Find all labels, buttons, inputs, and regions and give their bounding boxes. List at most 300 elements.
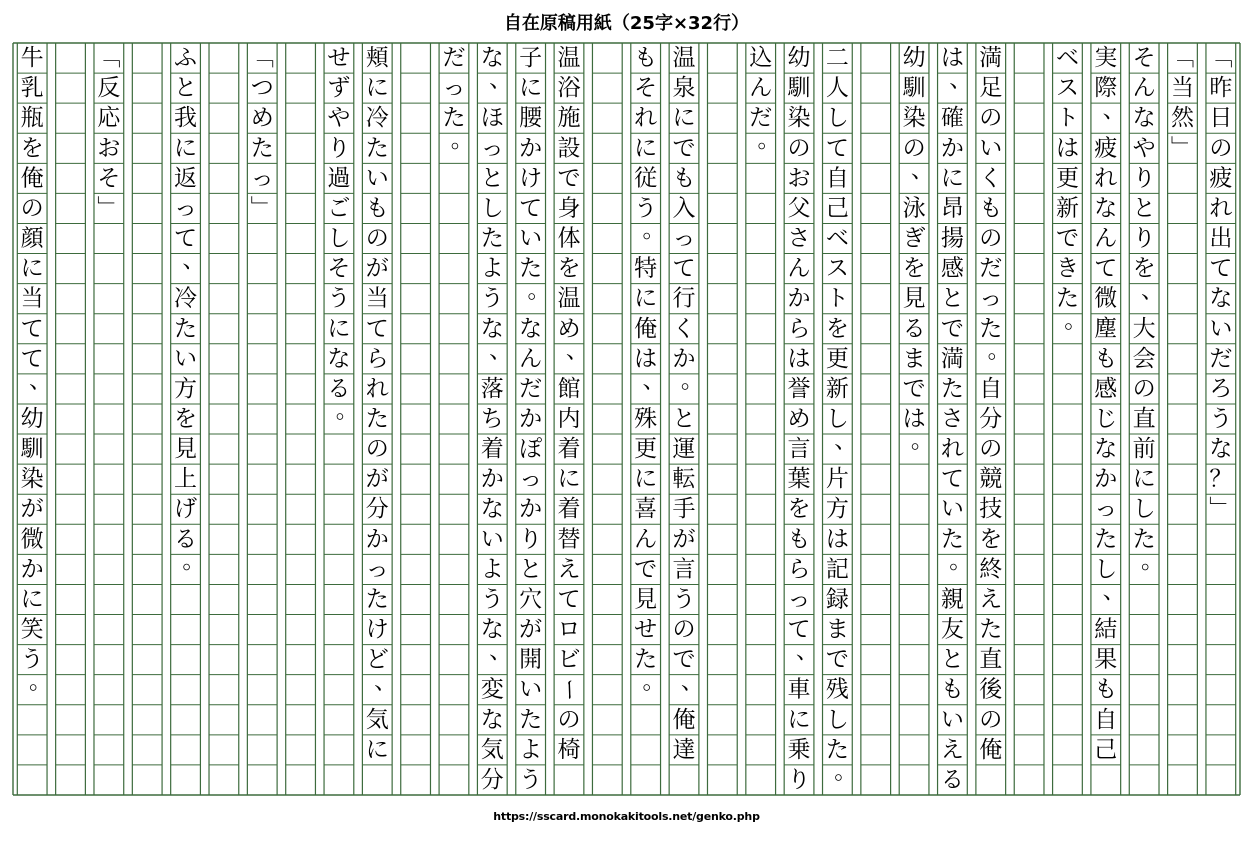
- grid-char: た: [940, 526, 964, 553]
- grid-char: と: [519, 556, 543, 583]
- grid-char: い: [1209, 315, 1233, 342]
- grid-char: ん: [787, 255, 811, 282]
- grid-char: た: [1055, 285, 1079, 312]
- grid-char: い: [174, 345, 198, 372]
- grid-char: か: [519, 496, 543, 523]
- grid-char: か: [20, 556, 44, 583]
- grid-char: だ: [979, 255, 1003, 282]
- grid-char: も: [1094, 345, 1118, 372]
- grid-char: 当: [20, 285, 44, 312]
- grid-char: 、: [29, 367, 53, 394]
- grid-char: ﹁: [97, 45, 121, 72]
- grid-char: ス: [825, 255, 849, 282]
- grid-char: っ: [672, 225, 696, 252]
- grid-char: い: [480, 526, 504, 553]
- grid-char: 幼: [20, 406, 44, 432]
- grid-char: ト: [1055, 105, 1079, 132]
- grid-char: 俺: [979, 736, 1003, 763]
- grid-char: 実: [1094, 45, 1118, 72]
- grid-char: 更: [634, 436, 658, 463]
- grid-char: も: [940, 676, 964, 703]
- grid-char: 。: [642, 217, 666, 244]
- grid-char: 自: [1094, 706, 1118, 733]
- grid-char: れ: [1094, 165, 1118, 192]
- grid-char: 喜: [634, 496, 658, 523]
- grid-char: で: [557, 165, 581, 192]
- grid-char: 幼: [787, 45, 811, 72]
- grid-char: に: [365, 736, 389, 763]
- grid-char: 。: [335, 397, 359, 424]
- grid-char: 腰: [519, 105, 543, 132]
- grid-char: 際: [1094, 75, 1118, 102]
- grid-char: な: [519, 315, 543, 342]
- grid-char: な: [1094, 195, 1118, 222]
- grid-char: 浴: [557, 75, 581, 102]
- grid-char: け: [365, 616, 389, 643]
- grid-char: に: [519, 75, 543, 102]
- grid-char: 大: [1132, 315, 1156, 342]
- grid-char: 瓶: [20, 105, 44, 132]
- grid-char: う: [480, 285, 504, 312]
- grid-char: も: [1094, 676, 1118, 703]
- grid-char: 言: [787, 436, 811, 463]
- grid-char: 見: [634, 586, 658, 613]
- grid-char: し: [825, 406, 849, 432]
- grid-char: し: [1094, 556, 1118, 583]
- grid-char: や: [327, 105, 351, 132]
- grid-char: 温: [672, 45, 696, 72]
- grid-char: 乗: [787, 736, 811, 763]
- grid-char: た: [480, 225, 504, 252]
- grid-char: ﹂: [1170, 135, 1194, 162]
- grid-char: 残: [825, 676, 849, 703]
- grid-char: い: [519, 225, 543, 252]
- grid-char: 従: [634, 165, 658, 192]
- grid-char: 、: [834, 427, 858, 454]
- grid-char: え: [979, 586, 1003, 613]
- grid-char: の: [1209, 135, 1233, 162]
- grid-char: る: [327, 375, 351, 402]
- grid-char: さ: [787, 225, 811, 252]
- grid-char: た: [519, 706, 543, 733]
- grid-char: 方: [825, 496, 849, 523]
- grid-char: 葉: [787, 466, 811, 493]
- grid-char: 会: [1132, 345, 1156, 372]
- grid-char: め: [787, 406, 811, 432]
- grid-char: ら: [365, 345, 389, 372]
- grid-char: 更: [825, 345, 849, 372]
- grid-char: て: [940, 466, 964, 493]
- grid-char: 、: [489, 638, 513, 665]
- grid-char: な: [327, 345, 351, 372]
- grid-char: 泳: [902, 195, 926, 222]
- grid-char: そ: [634, 75, 658, 102]
- grid-char: 父: [787, 195, 811, 222]
- grid-char: っ: [442, 75, 466, 102]
- grid-char: ち: [480, 406, 504, 432]
- grid-char: 気: [365, 706, 389, 733]
- grid-char: 分: [979, 406, 1003, 432]
- grid-char: 後: [979, 676, 1003, 703]
- grid-char: が: [519, 616, 543, 643]
- grid-char: 頬: [365, 45, 389, 72]
- grid-char: 身: [557, 195, 581, 222]
- grid-char: も: [979, 195, 1003, 222]
- grid-char: そ: [327, 255, 351, 282]
- grid-char: た: [442, 105, 466, 132]
- grid-char: 記: [825, 556, 849, 583]
- grid-char: の: [787, 135, 811, 162]
- grid-char: 我: [174, 105, 198, 132]
- grid-char: り: [1132, 165, 1156, 192]
- grid-char: る: [174, 526, 198, 553]
- grid-char: 幼: [902, 45, 926, 72]
- grid-char: 昂: [940, 195, 964, 222]
- grid-char: 入: [672, 195, 696, 222]
- grid-char: が: [365, 255, 389, 282]
- grid-char: の: [902, 135, 926, 162]
- grid-char: ビ: [557, 646, 581, 673]
- grid-char: っ: [365, 556, 389, 583]
- grid-char: 、: [949, 66, 973, 93]
- grid-char: し: [825, 706, 849, 733]
- grid-char: な: [1132, 105, 1156, 132]
- grid-char: に: [634, 135, 658, 162]
- grid-char: 方: [174, 375, 198, 402]
- grid-char: ほ: [480, 105, 504, 132]
- grid-char: て: [174, 225, 198, 252]
- grid-char: 誉: [787, 375, 811, 402]
- grid-char: れ: [940, 436, 964, 463]
- grid-characters: [0, 45, 1232, 793]
- grid-char: る: [940, 766, 964, 793]
- grid-char: 手: [672, 496, 696, 523]
- grid-char: け: [519, 165, 543, 192]
- grid-char: 馴: [20, 436, 44, 463]
- grid-char: の: [20, 195, 44, 222]
- grid-char: に: [20, 586, 44, 613]
- grid-char: い: [979, 135, 1003, 162]
- grid-char: 俺: [672, 706, 696, 733]
- grid-char: 車: [787, 676, 811, 703]
- grid-char: な: [1209, 285, 1233, 312]
- grid-char: は: [825, 526, 849, 553]
- grid-char: 温: [557, 45, 581, 72]
- grid-char: や: [1132, 135, 1156, 162]
- grid-char: た: [1132, 526, 1156, 553]
- grid-char: 返: [174, 165, 198, 192]
- grid-char: に: [365, 75, 389, 102]
- grid-char: ロ: [557, 616, 581, 643]
- grid-char: 人: [825, 75, 849, 102]
- grid-char: 。: [680, 367, 704, 394]
- grid-char: に: [672, 105, 696, 132]
- grid-char: 椅: [557, 736, 581, 763]
- grid-char: 応: [97, 105, 121, 132]
- grid-char: 行: [672, 285, 696, 312]
- grid-char: の: [979, 105, 1003, 132]
- grid-char: れ: [1209, 195, 1233, 222]
- grid-char: の: [365, 225, 389, 252]
- grid-char: て: [557, 586, 581, 613]
- grid-char: げ: [174, 496, 198, 523]
- grid-char: が: [20, 496, 44, 523]
- grid-char: う: [327, 285, 351, 312]
- grid-char: 込: [749, 45, 773, 72]
- grid-char: っ: [519, 466, 543, 493]
- grid-char: 開: [519, 646, 543, 673]
- grid-char: 疲: [1094, 135, 1118, 162]
- grid-char: に: [940, 165, 964, 192]
- grid-char: 親: [940, 586, 964, 613]
- grid-char: に: [174, 135, 198, 162]
- grid-char: 設: [557, 135, 581, 162]
- grid-char: 友: [940, 616, 964, 643]
- grid-char: 。: [1140, 547, 1164, 574]
- grid-char: 、: [565, 337, 589, 364]
- grid-char: も: [672, 165, 696, 192]
- grid-char: と: [480, 165, 504, 192]
- grid-char: は: [1055, 135, 1079, 162]
- grid-char: お: [787, 165, 811, 192]
- grid-char: り: [1132, 225, 1156, 252]
- grid-char: ず: [327, 75, 351, 102]
- grid-char: に: [20, 255, 44, 282]
- grid-char: の: [672, 616, 696, 643]
- grid-char: 体: [557, 225, 581, 252]
- grid-char: 達: [672, 736, 696, 763]
- grid-char: 当: [365, 285, 389, 312]
- grid-char: は: [787, 345, 811, 372]
- grid-char: 揚: [940, 225, 964, 252]
- grid-char: い: [940, 496, 964, 523]
- grid-char: も: [634, 45, 658, 72]
- grid-char: っ: [174, 195, 198, 222]
- grid-char: ぎ: [902, 225, 926, 252]
- grid-char: な: [480, 496, 504, 523]
- grid-char: 乳: [20, 75, 44, 102]
- grid-char: 馴: [902, 75, 926, 102]
- grid-char: ベ: [1055, 45, 1079, 72]
- grid-char: た: [979, 315, 1003, 342]
- grid-char: が: [672, 526, 696, 553]
- grid-char: ベ: [825, 225, 849, 252]
- grid-char: 落: [480, 375, 504, 402]
- grid-char: さ: [940, 406, 964, 432]
- page-title: 自在原稿用紙（25字×32行）: [503, 13, 750, 34]
- grid-char: て: [1209, 255, 1233, 282]
- grid-char: を: [174, 406, 198, 432]
- grid-char: き: [1055, 255, 1079, 282]
- grid-char: て: [787, 616, 811, 643]
- grid-char: し: [1132, 496, 1156, 523]
- grid-char: て: [20, 315, 44, 342]
- grid-char: く: [979, 165, 1003, 192]
- grid-char: な: [480, 315, 504, 342]
- grid-char: 前: [1132, 436, 1156, 463]
- grid-char: ﹂: [250, 195, 274, 222]
- grid-char: か: [365, 526, 389, 553]
- grid-char: 替: [557, 526, 581, 553]
- grid-char: 技: [979, 496, 1003, 523]
- grid-char: め: [250, 105, 274, 132]
- grid-char: を: [557, 255, 581, 282]
- grid-char: せ: [634, 616, 658, 643]
- grid-char: 笑: [20, 616, 44, 643]
- grid-char: だ: [749, 105, 773, 132]
- grid-char: も: [787, 526, 811, 553]
- grid-char: 自: [825, 165, 849, 192]
- grid-char: 、: [795, 638, 819, 665]
- grid-char: め: [557, 315, 581, 342]
- grid-char: て: [1094, 255, 1118, 282]
- grid-char: と: [174, 75, 198, 102]
- grid-char: 染: [20, 466, 44, 493]
- grid-char: 。: [527, 277, 551, 304]
- grid-char: に: [327, 315, 351, 342]
- grid-char: ん: [1132, 75, 1156, 102]
- grid-char: ん: [749, 75, 773, 102]
- grid-char: ﹁: [250, 45, 274, 72]
- grid-char: い: [519, 676, 543, 703]
- grid-char: を: [979, 526, 1003, 553]
- grid-char: 冷: [174, 285, 198, 312]
- grid-char: 。: [29, 668, 53, 695]
- grid-char: 冷: [365, 105, 389, 132]
- grid-char: 、: [182, 247, 206, 274]
- grid-char: の: [557, 706, 581, 733]
- grid-char: 感: [940, 255, 964, 282]
- grid-char: 新: [1055, 195, 1079, 222]
- grid-char: 施: [557, 105, 581, 132]
- grid-char: 新: [825, 375, 849, 402]
- grid-char: 過: [327, 165, 351, 192]
- grid-char: た: [979, 616, 1003, 643]
- grid-char: え: [557, 556, 581, 583]
- grid-char: も: [365, 195, 389, 222]
- grid-char: 。: [1064, 307, 1088, 334]
- grid-char: う: [672, 586, 696, 613]
- grid-char: か: [787, 285, 811, 312]
- grid-char: 出: [1209, 225, 1233, 252]
- grid-char: 二: [825, 45, 849, 72]
- grid-char: 満: [940, 345, 964, 372]
- grid-char: っ: [979, 285, 1003, 312]
- grid-char: ろ: [1209, 375, 1233, 402]
- grid-char: は: [902, 406, 926, 432]
- grid-char: う: [519, 766, 543, 793]
- grid-char: て: [672, 255, 696, 282]
- grid-char: か: [519, 406, 543, 432]
- grid-char: か: [940, 135, 964, 162]
- grid-char: 、: [374, 668, 398, 695]
- grid-char: い: [940, 706, 964, 733]
- grid-char: た: [825, 736, 849, 763]
- grid-char: ど: [365, 646, 389, 673]
- grid-char: 微: [20, 526, 44, 553]
- grid-char: 己: [825, 195, 849, 222]
- grid-char: た: [365, 135, 389, 162]
- grid-char: よ: [480, 255, 504, 282]
- grid-char: せ: [327, 45, 351, 72]
- grid-char: た: [940, 375, 964, 402]
- grid-char: 微: [1094, 285, 1118, 312]
- grid-char: う: [634, 195, 658, 222]
- grid-char: ー: [555, 678, 582, 702]
- grid-char: ん: [1094, 225, 1118, 252]
- grid-char: な: [1094, 436, 1118, 463]
- grid-char: 着: [557, 496, 581, 523]
- grid-char: し: [480, 195, 504, 222]
- grid-char: お: [97, 135, 121, 162]
- grid-char: 。: [834, 758, 858, 785]
- grid-char: 牛: [20, 45, 44, 72]
- grid-char: ト: [825, 285, 849, 312]
- grid-char: 俺: [20, 165, 44, 192]
- grid-char: と: [1132, 195, 1156, 222]
- grid-char: 片: [825, 466, 849, 493]
- grid-char: ご: [327, 195, 351, 222]
- grid-char: 満: [979, 45, 1003, 72]
- grid-char: と: [940, 646, 964, 673]
- grid-char: ﹂: [1209, 496, 1233, 523]
- grid-char: 運: [672, 436, 696, 463]
- grid-char: な: [1209, 436, 1233, 463]
- grid-char: 俺: [634, 315, 658, 342]
- grid-char: っ: [787, 586, 811, 613]
- grid-char: な: [480, 706, 504, 733]
- grid-char: 、: [1102, 578, 1126, 605]
- grid-char: を: [20, 135, 44, 162]
- grid-char: ﹁: [1170, 45, 1194, 72]
- grid-char: 気: [480, 736, 504, 763]
- grid-char: か: [519, 135, 543, 162]
- grid-char: で: [672, 646, 696, 673]
- grid-char: く: [672, 315, 696, 342]
- grid-char: か: [480, 466, 504, 493]
- grid-char: よ: [480, 556, 504, 583]
- grid-char: し: [825, 105, 849, 132]
- grid-char: 着: [557, 436, 581, 463]
- grid-char: れ: [365, 375, 389, 402]
- grid-char: ん: [519, 345, 543, 372]
- grid-char: う: [480, 586, 504, 613]
- grid-char: 言: [672, 556, 696, 583]
- grid-char: た: [365, 406, 389, 432]
- grid-char: た: [1094, 526, 1118, 553]
- grid-char: か: [1094, 466, 1118, 493]
- grid-char: だ: [519, 375, 543, 402]
- grid-char: と: [940, 285, 964, 312]
- grid-char: 内: [557, 406, 581, 432]
- grid-char: は: [634, 345, 658, 372]
- grid-char: う: [20, 646, 44, 673]
- grid-char: た: [519, 255, 543, 282]
- grid-char: て: [20, 345, 44, 372]
- grid-char: の: [979, 436, 1003, 463]
- grid-char: じ: [1094, 406, 1118, 432]
- grid-char: り: [787, 766, 811, 793]
- grid-char: 顔: [20, 225, 44, 252]
- grid-char: と: [672, 406, 696, 432]
- grid-char: は: [940, 45, 964, 72]
- grid-char: の: [365, 436, 389, 463]
- grid-char: ら: [787, 556, 811, 583]
- grid-char: り: [519, 526, 543, 553]
- grid-char: て: [519, 195, 543, 222]
- grid-char: 馴: [787, 75, 811, 102]
- grid-char: 転: [672, 466, 696, 493]
